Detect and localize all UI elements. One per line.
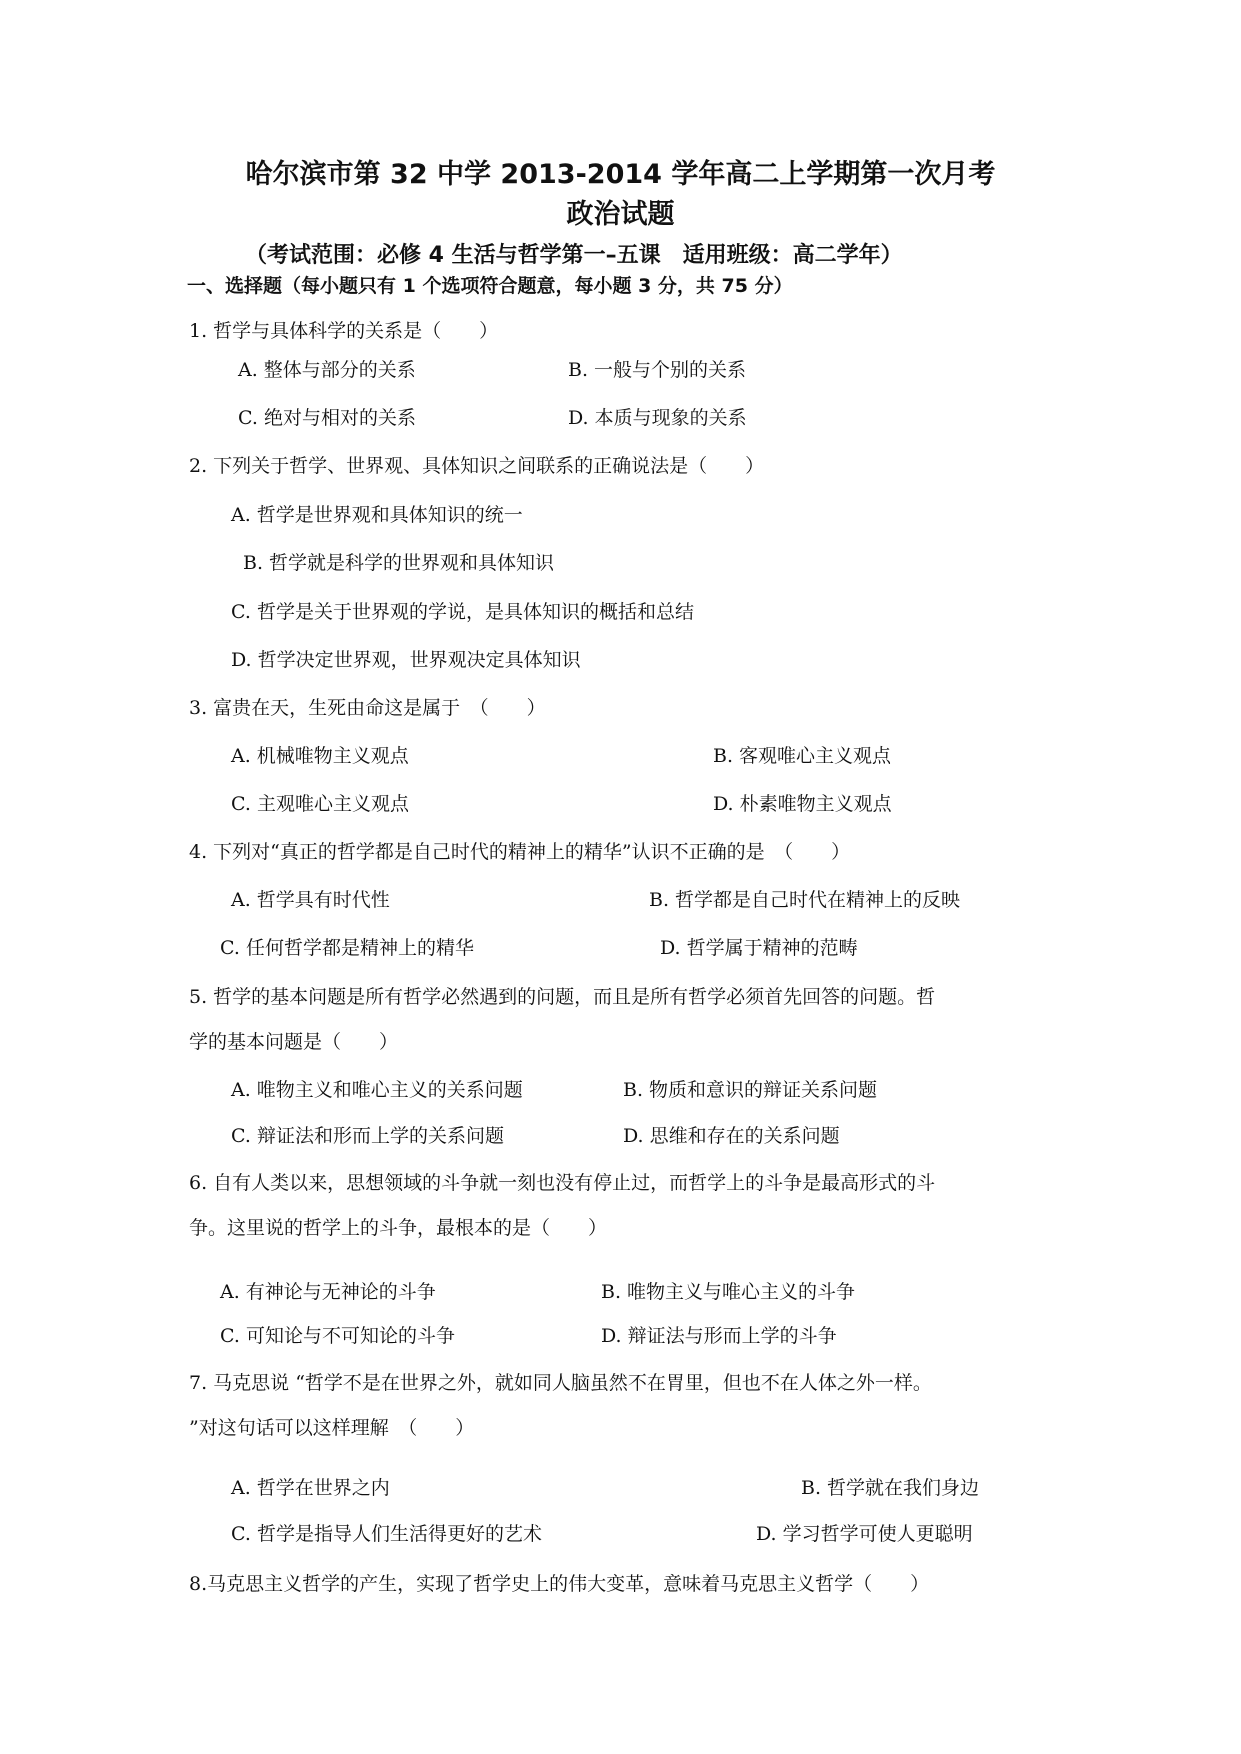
question-5-stem-continued: 学的基本问题是（ ） xyxy=(189,1031,399,1053)
question-4-option-c: C. 任何哲学都是精神上的精华 xyxy=(220,937,474,959)
question-7-option-a: A. 哲学在世界之内 xyxy=(231,1477,390,1499)
question-3-option-d: D. 朴素唯物主义观点 xyxy=(713,793,892,815)
exam-scope: （考试范围：必修 4 生活与哲学第一–五课 适用班级：高二学年） xyxy=(245,243,903,268)
question-3-option-b: B. 客观唯心主义观点 xyxy=(713,745,892,767)
question-5-option-c: C. 辩证法和形而上学的关系问题 xyxy=(231,1125,504,1147)
question-7-stem-continued: ”对这句话可以这样理解 （ ） xyxy=(189,1417,475,1439)
question-2-option-d: D. 哲学决定世界观，世界观决定具体知识 xyxy=(231,649,581,671)
question-3-stem: 3. 富贵在天，生死由命这是属于 （ ） xyxy=(189,697,546,719)
exam-title: 哈尔滨市第 32 中学 2013-2014 学年高二上学期第一次月考 xyxy=(245,159,996,190)
exam-subject: 政治试题 xyxy=(566,199,675,230)
question-6-option-c: C. 可知论与不可知论的斗争 xyxy=(220,1325,455,1347)
question-1-option-c: C. 绝对与相对的关系 xyxy=(238,407,416,429)
question-1-option-d: D. 本质与现象的关系 xyxy=(568,407,747,429)
question-3-option-a: A. 机械唯物主义观点 xyxy=(231,745,409,767)
question-3-option-c: C. 主观唯心主义观点 xyxy=(231,793,409,815)
section-heading: 一、选择题（每小题只有 1 个选项符合题意，每小题 3 分，共 75 分） xyxy=(187,275,793,297)
question-4-stem: 4. 下列对“真正的哲学都是自己时代的精神上的精华”认识不正确的是 （ ） xyxy=(189,841,851,863)
question-7-option-c: C. 哲学是指导人们生活得更好的艺术 xyxy=(231,1523,542,1545)
question-6-stem: 6. 自有人类以来，思想领域的斗争就一刻也没有停止过，而哲学上的斗争是最高形式的斗 xyxy=(189,1172,936,1194)
question-7-option-b: B. 哲学就在我们身边 xyxy=(801,1477,980,1499)
question-5-option-d: D. 思维和存在的关系问题 xyxy=(623,1125,840,1147)
question-5-option-a: A. 唯物主义和唯心主义的关系问题 xyxy=(231,1079,523,1101)
question-1-option-a: A. 整体与部分的关系 xyxy=(238,359,416,381)
question-6-option-b: B. 唯物主义与唯心主义的斗争 xyxy=(601,1281,856,1303)
question-1-option-b: B. 一般与个别的关系 xyxy=(568,359,747,381)
question-4-option-d: D. 哲学属于精神的范畴 xyxy=(660,937,858,959)
question-7-option-d: D. 学习哲学可使人更聪明 xyxy=(756,1523,973,1545)
question-6-stem-continued: 争。这里说的哲学上的斗争，最根本的是（ ） xyxy=(189,1217,608,1239)
question-1-stem: 1. 哲学与具体科学的关系是（ ） xyxy=(189,320,499,342)
question-4-option-b: B. 哲学都是自己时代在精神上的反映 xyxy=(649,889,961,911)
question-2-stem: 2. 下列关于哲学、世界观、具体知识之间联系的正确说法是（ ） xyxy=(189,455,765,477)
question-6-option-d: D. 辩证法与形而上学的斗争 xyxy=(601,1325,837,1347)
question-6-option-a: A. 有神论与无神论的斗争 xyxy=(220,1281,436,1303)
question-5-option-b: B. 物质和意识的辩证关系问题 xyxy=(623,1079,878,1101)
question-2-option-b: B. 哲学就是科学的世界观和具体知识 xyxy=(243,552,555,574)
question-2-option-c: C. 哲学是关于世界观的学说，是具体知识的概括和总结 xyxy=(231,601,694,623)
question-2-option-a: A. 哲学是世界观和具体知识的统一 xyxy=(231,504,523,526)
question-8-stem: 8.马克思主义哲学的产生，实现了哲学史上的伟大变革，意味着马克思主义哲学（ ） xyxy=(189,1573,930,1595)
question-7-stem: 7. 马克思说 “哲学不是在世界之外，就如同人脑虽然不在胃里，但也不在人体之外一样。 xyxy=(189,1372,932,1394)
question-4-option-a: A. 哲学具有时代性 xyxy=(231,889,390,911)
question-5-stem: 5. 哲学的基本问题是所有哲学必然遇到的问题，而且是所有哲学必须首先回答的问题。哲 xyxy=(189,986,936,1008)
